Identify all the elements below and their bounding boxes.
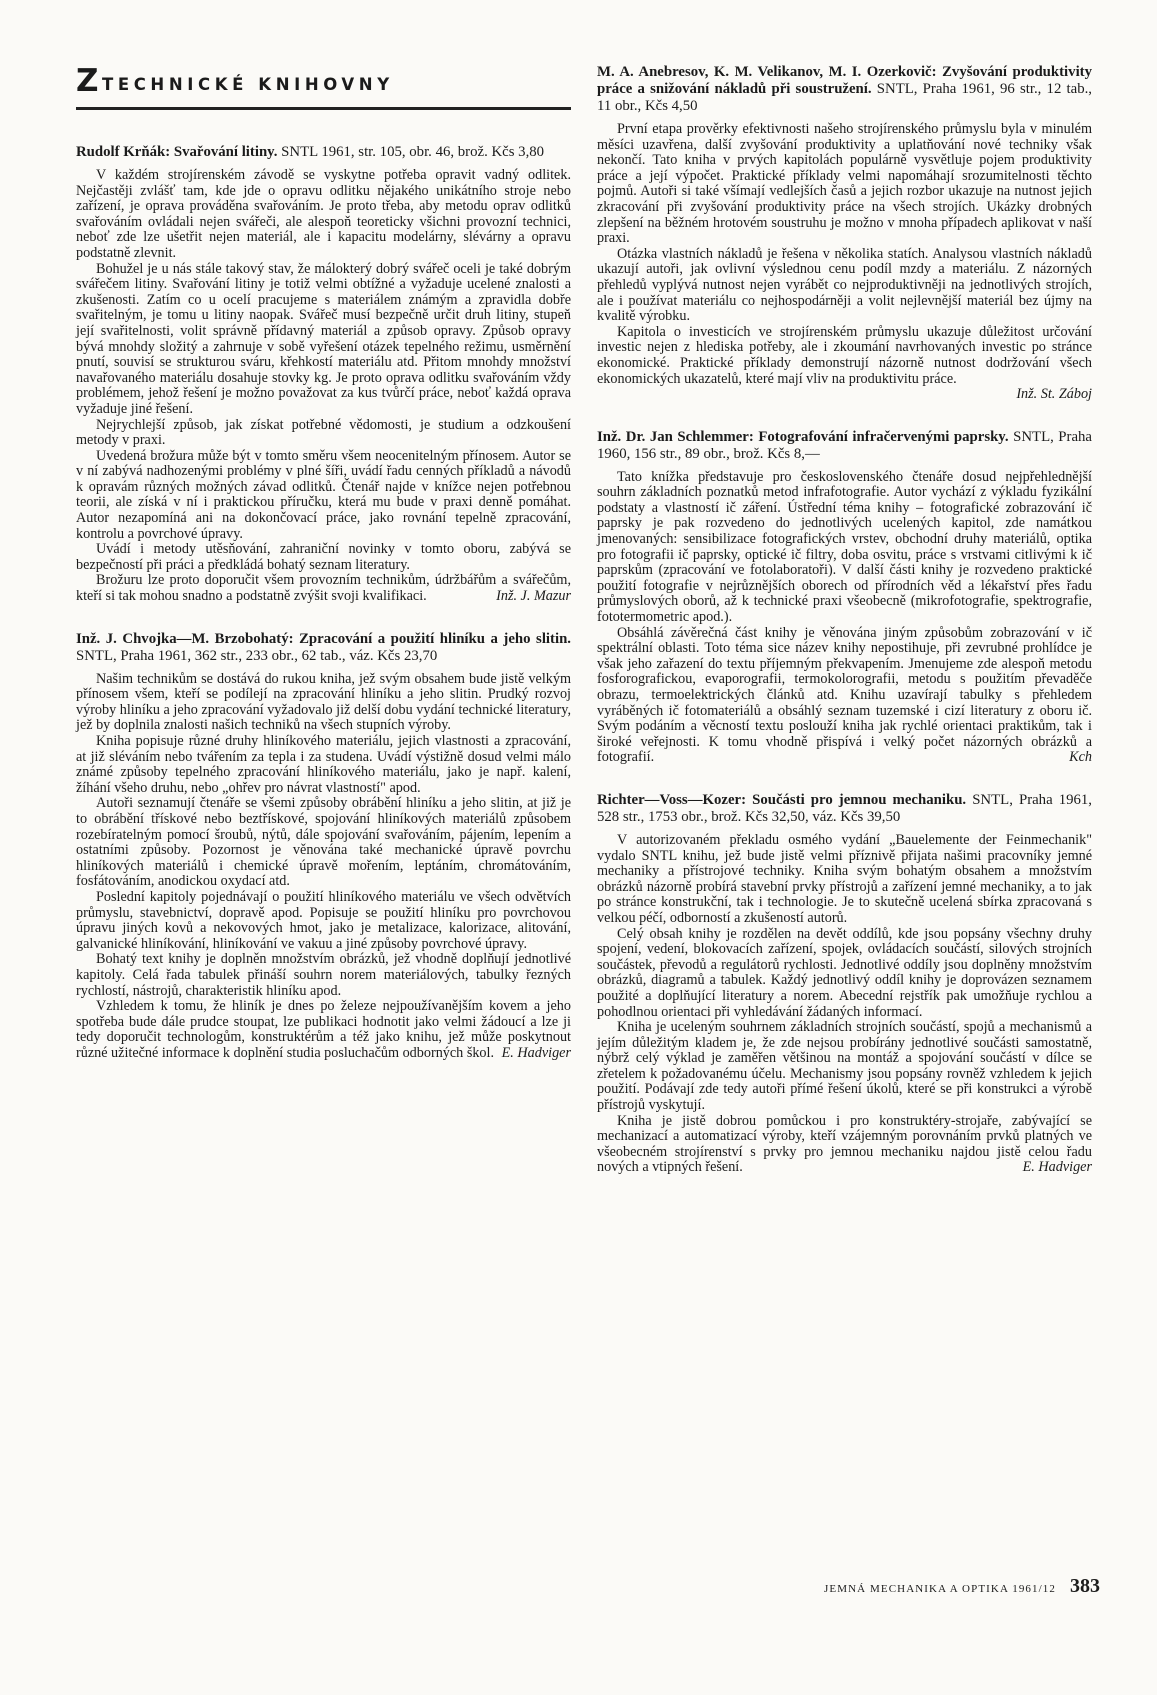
heading-initial: Z	[76, 63, 99, 99]
page-footer	[780, 1575, 1100, 1597]
review-details: SNTL, Praha 1961, 528 str., 1753 obr., brož. Kčs 32,50, váz. Kčs 39,50	[597, 791, 1093, 825]
review-bibliography	[76, 631, 571, 665]
review-paragraph: Našim technikům se dostává do rukou kniha, jež svým obsahem bude jistě velkým přínosem všem, kteří se podílejí na zpracování hliníku a jeho slitin. Prudký rozvoj výroby hliníku a jeho zpracování vyžadovalo již delší dobu vydání technické literatury, jež by doplnila znalosti našich techniků na všech stupních výroby.	[76, 670, 571, 734]
review-paragraph: Kapitola o investicích ve strojírenském průmyslu ukazuje důležitost určování investic nejen z hlediska potřeby, ale i zkoumání navrhovaných investic po stránce ekonomické. Praktické příklady demonstrují názorně nutnost dodržování všech ekonomických ukazatelů, které mají vliv na produktivitu práce.	[597, 323, 1092, 387]
section-heading	[76, 64, 571, 122]
review-paragraph: Obsáhlá závěrečná část knihy je věnována jiným způsobům zobrazování v ič spektrální oblasti. Toto téma sice název knihy nepostihuje, při zevrubné prohlídce je však jeho zařazení do textu příjemným překvapením. Jmenujeme zde alespoň metodu fosforografickou, evaporografii, termokolorografii, metodu s použitím převaděče obrazu, termoelektrických článků atd. Knihu uzavírají tabulky s přehledem vyráběných ič fotomateriálů a obsáhlý seznam tuzemské i cizí literatury z oboru ič. Svým podáním a věcností textu poslouží kniha jak rychlé orientaci praktikům, tak i široké veřejnosti. K tomu vhodně přispívá i velký počet názorných obrázků a fotografií.	[597, 624, 1092, 766]
review-paragraph: Kniha je jistě dobrou pomůckou i pro konstruktéry-strojaře, zabývající se mechanizací a automatizací výroby, kteří vzájemným porovnáním prvků platných ve všeobecném strojírenství s prvky pro jemnou mechaniku najdou jistě celou řadu nových a vtipných řešení.	[597, 1112, 1092, 1176]
review-author: Inž. Dr. Jan Schlemmer:	[597, 428, 754, 445]
review-paragraph: Celý obsah knihy je rozdělen na devět oddílů, kde jsou popsány všechny druhy spojení, vedení, blokovacích zařízení, spojek, ovládacích součástí, silových strojních součástek, převodů a regulátorů rychlosti. Jednotlivé oddíly jsou doplněny množstvím obrázků, diagramů a tabulek. Každý jednotlivý oddíl knihy je doprovázen seznamem použité a doplňující literatury a norem. Abecední rejstřík pak umožňuje rychlou a pohodlnou orientaci při vyhledávání žádaných informací.	[597, 925, 1092, 1020]
review-author: Inž. J. Chvojka—M. Brzobohatý:	[76, 630, 294, 647]
review-fine-mechanics	[597, 792, 1092, 1176]
review-paragraph: Bohatý text knihy je doplněn množstvím obrázků, jež vhodně doplňují jednotlivé kapitoly. Celá řada tabulek přináší souhrn norem materiálových, tabulky řezných rychlostí, nástrojů, charakteristik hliníku apod.	[76, 951, 571, 999]
review-gap	[76, 621, 571, 631]
review-gap	[597, 782, 1092, 792]
review-paragraph: Poslední kapitoly pojednávají o použití hliníkového materiálu ve všech odvětvích průmyslu, stavebnictví, dopravě apod. Popisuje se použití hliníku pro povrchovou úpravu jiných kovů a nekovových hmot, jako je metalizace, kalorizace, alitování, galvanické hliníkování, hliníkování ve vakuu a jiné způsoby povrchové úpravy.	[76, 888, 571, 952]
review-gap	[597, 419, 1092, 429]
review-paragraph: První etapa prověrky efektivnosti našeho strojírenského průmyslu byla v minulém měsíci uzavřena, další zvyšování produktivity a uplatňování nové techniky však nekončí. Tato kniha v prvých kapitolách populárně vysvětluje pojem produktivity práce a její výpočet. Praktické příklady velmi napomáhají srozumitelnosti těchto pojmů. Autoři si také všímají vedlejších časů a jejich rozbor ukazuje na nutnost jejich zkracování při zvyšování produktivity práce na všech strojích. Ukázky drobných zlepšení na běžném hrotovém soustruhu je možno v mnoha případech aplikovat v naší praxi.	[597, 121, 1092, 247]
review-turning-productivity	[597, 64, 1092, 403]
review-signature: Kch	[1069, 749, 1092, 766]
review-paragraph: Autoři seznamují čtenáře se všemi způsoby obrábění hliníku a jeho slitin, at již je to obrábění třískové nebo beztřískové, spojování hliníkových materiálů způsobem rozebíratelným pomocí šroubů, nýtů, dále spojování svařováním, pájením, lepením a ostatními způsoby. Pozornost je věnována také mechanické úpravě povrchu hliníkových materiálů i chemické úpravě mořením, leptáním, chromátováním, fosfátováním, anodickou oxydací atd.	[76, 795, 571, 890]
review-author: M. A. Anebresov, K. M. Velikanov, M. I. Ozerkovič:	[597, 64, 937, 80]
review-welding-cast-iron	[76, 144, 571, 605]
review-details: SNTL, Praha 1961, 362 str., 233 obr., 62 tab., váz. Kčs 23,70	[76, 647, 438, 664]
review-aluminium	[76, 631, 571, 1062]
review-title: Fotografování infračervenými paprsky.	[758, 428, 1009, 445]
review-signature: Inž. J. Mazur	[496, 588, 571, 605]
review-author: Rudolf Krňák:	[76, 144, 171, 160]
review-bibliography	[597, 429, 1092, 463]
right-column	[597, 64, 1092, 1192]
review-signature: E. Hadviger	[501, 1044, 571, 1061]
review-paragraph: V každém strojírenském závodě se vyskytne potřeba opravit vadný odlitek. Nejčastěji zvlášť tam, kde jde o opravu odlitku nějakého unikátního stroje nebo zařízení, je oprava prováděna svařováním. Je proto třeba, aby metodu oprav odlitků svařováním ovládali nejen svářeči, ale alespoň teoreticky všichni provozní technici, neboť zde lze ušetřit nejen materiál, ale i kapacitu modelárny, slévárny a opravu podstatně zlevnit.	[76, 167, 571, 261]
heading-rule	[76, 107, 571, 110]
review-signature: Inž. St. Záboj	[1016, 386, 1092, 403]
review-title: Svařování litiny.	[173, 144, 278, 160]
review-details: SNTL, Praha 1961, 96 str., 12 tab., 11 obr., Kčs 4,50	[597, 81, 1092, 114]
review-author: Richter—Voss—Kozer:	[597, 791, 747, 808]
review-details: SNTL, Praha 1960, 156 str., 89 obr., brož. Kčs 8,—	[597, 428, 1092, 462]
review-paragraph: Nejrychlejší způsob, jak získat potřebné vědomosti, je studium a odzkoušení metody v praxi.	[76, 416, 571, 449]
page-number: 383	[1070, 1575, 1100, 1597]
review-title: Zpracování a použití hliníku a jeho slitin.	[299, 630, 572, 647]
review-paragraph: Uvádí i metody utěsňování, zahraniční novinky v tomto oboru, zabývá se bezpečností při práci a předkládá bohatý seznam literatury.	[76, 541, 571, 573]
review-paragraph: Uvedená brožura může být v tomto směru všem neocenitelným přínosem. Autor se v ní zabývá nadhozenými problémy v plné šíři, uvádí řadu cenných příkladů a návodů k opravám různých možných závad odlitků. Čtenář najde v knížce nejen potřebnou teorii, ale získá v ní i praktickou příručku, která mu bude v praxi denně pomáhat. Autor nezapomíná ani na dokončovací práce, jako rovnání tepelně zpracování, kontrolu a povrchové úpravy.	[76, 447, 571, 542]
review-paragraph: Brožuru lze proto doporučit všem provozním technikům, údržbářům a svářečům, kteří si tak mohou snadno a podstatně zvýšit svoji kvalifikaci.	[76, 572, 571, 605]
review-paragraph: Bohužel je u nás stále takový stav, že málokterý dobrý svářeč oceli je také dobrým svářečem litiny. Svařování litiny je totiž velmi obtížné a vyžaduje ucelené znalosti a zkušenosti. Zatím co u ocelí pracujeme s materiálem známým a zpravidla dobře svařitelným, je tomu u litiny naopak. Svářeč musí bezpečně určit druh litiny, stupeň její svařitelnosti, volit správně přídavný materiál a způsob opravy. Způsob opravy bývá mnohdy složitý a zahrnuje v sobě vyřešení otázek tepelného režimu, usměrnění pnutí, souvisí se strukturou sváru, křehkostí materiálu atd. Přitom mnohdy množství navařovaného materiálu dosahuje stovky kg. Je proto oprava odlitku svařováním vždy problémem, jehož řešení je možno považovat za kus tvůrčí práce, neboť každá oprava vyžaduje jiné řešení.	[76, 260, 571, 417]
left-column	[76, 64, 571, 1077]
review-bibliography	[597, 64, 1092, 115]
review-paragraph: Tato knížka představuje pro československého čtenáře dosud nejpřehlednější souhrn základních poznatků metod infrafotografie. Autor vychází z výkladu fyzikální podstaty a vlastností ič záření. Ústřední téma knihy – fotografické zobrazování ič paprsky je pak rozvedeno do jednotlivých ucelených kapitol, zde namátkou jmenovaných: sensibilizace fotografických vrstev, obchodní druhy materiálů, optika pro fotografii ič paprsky, optické ič filtry, doba osvitu, práce s vrstvami citlivými k ič paprskům (zpracování ve fotolaboratoři). V další části knihy je rozvedeno praktické použití fotografie v nejrůznějších oborech od přírodních věd a lékařství přes řadu průmyslových oborů, až k technické praxi všeobecně (mikrofotografie, spektrografie, fototermometric apod.).	[597, 468, 1092, 626]
review-paragraph: Kniha popisuje různé druhy hliníkového materiálu, jejich vlastnosti a zpracování, at již sléváním nebo tvářením za tepla i za studena. Uvádí výstižně dosud velmi málo známé způsoby tepelného zpracování hliníkového materiálu, jako je např. kalení, žíhání všeho druhu, nebo „ohřev pro návrat vlastností" apod.	[76, 733, 571, 796]
review-bibliography	[76, 144, 571, 161]
heading-text: TECHNICKÉ KNIHOVNY	[102, 75, 394, 94]
review-paragraph: Otázka vlastních nákladů je řešena v několika statích. Analysou vlastních nákladů ukazují autoři, jak ovlivní výslednou cenu podíl mzdy a materiálu. Z názorných přehledů vyplývá nutnost nejen vyrábět co nejproduktivněji na jednotlivých strojích, ale i používat materiálu co nejhospodárněji a volit nejlevnější materiál bez újmy na kvalitě výrobku.	[597, 245, 1092, 325]
review-signature: E. Hadviger	[1022, 1159, 1092, 1176]
review-paragraph: Vzhledem k tomu, že hliník je dnes po železe nejpoužívanějším kovem a jeho spotřeba bude dále prudce stoupat, lze publikaci hodnotit jako velmi žádoucí a lze ji tedy doporučit technologům, konstruktérům a též jako knihu, jež může poskytnout různé užitečné informace k doplnění studia posluchačům odborných škol.	[76, 998, 571, 1061]
review-paragraph: Kniha je uceleným souhrnem základních strojních součástí, spojů a mechanismů a jejím důležitým kladem je, že zde nejsou probírány jednotlivé součásti samostatně, nýbrž celý výklad je zaměřen většinou na montáž a spojování součástí v dílce se zřetelem k požadovanému účelu. Mechanismy jsou popsány rovněž vzhledem k jejich použití. Podávají zde tedy autoři přímé řešení úkolů, které se při konstrukci a výrobě přístrojů vyskytují.	[597, 1019, 1092, 1114]
review-bibliography	[597, 792, 1092, 826]
review-infrared-photography	[597, 429, 1092, 766]
review-details: SNTL 1961, str. 105, obr. 46, brož. Kčs 3,80	[281, 144, 545, 160]
review-title: Součásti pro jemnou mechaniku.	[752, 791, 967, 808]
review-paragraph: V autorizovaném překladu osmého vydání „Bauelemente der Feinmechanik" vydalo SNTL knihu, jež bude jistě velmi příznivě přijata našimi pracovníky jemné mechaniky a přístrojové techniky. Kniha svým bohatým obsahem a množstvím obrázků názorně probírá stavební prvky přístrojů a zařízení jemné mechaniky, a to jak po stránce konstrukční, tak i technologie. Je to skutečně ucelená sbírka zpracovaná s velkou péčí, odborností a zkušeností autorů.	[597, 831, 1092, 926]
review-title: Zvyšování produktivity práce a snižování nákladů při soustružení.	[597, 64, 1092, 97]
journal-name: JEMNÁ MECHANIKA A OPTIKA 1961/12	[824, 1583, 1056, 1595]
